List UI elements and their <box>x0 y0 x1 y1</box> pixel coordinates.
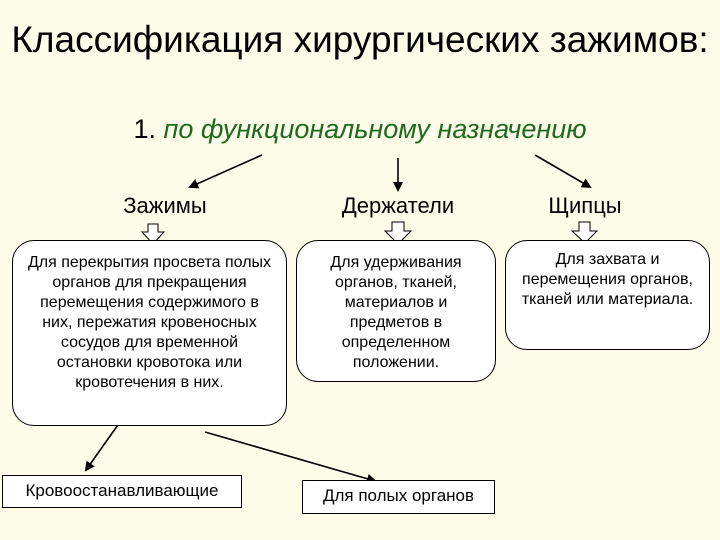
description-text-shiptsy: Для захвата и перемещения органов, тканей или материала. <box>521 251 694 308</box>
description-box-derzhateli <box>296 240 496 382</box>
description-text-derzhateli: Для удерживания органов, тканей, материалов и предметов в определенном положении. <box>330 254 462 371</box>
description-text-zazhimy: Для перекрытия просвета полых органов для прекращения перемещения содержимого в них, пережатия кровеносных сосудов для временной остановки кровотока или кровотечения в них. <box>27 254 272 391</box>
arrow-to-dlya-polykh-organov <box>205 432 375 481</box>
category-label-zazhimy: Зажимы <box>123 193 207 218</box>
subtype-box-krovoostanavlivayushchie: Кровоостанавливающие <box>2 475 242 508</box>
category-label-shiptsy: Щипцы <box>548 193 622 218</box>
arrow-to-krovoostanavlivayushchie <box>86 422 120 470</box>
subtype-box-dlya-polykh-organov: Для полых органов <box>302 480 495 514</box>
arrow-to-zazhimy <box>190 155 262 187</box>
description-box-zazhimy <box>12 240 287 426</box>
description-box-shiptsy <box>505 240 710 350</box>
criterion-text: по функциональному назначению <box>163 114 587 144</box>
classification-criterion <box>0 114 720 145</box>
criterion-number: 1. <box>133 114 156 144</box>
slide-title: Классификация хирургических зажимов: <box>11 19 709 60</box>
arrow-to-shiptsy <box>535 155 590 187</box>
category-label-derzhateli: Держатели <box>341 193 455 218</box>
